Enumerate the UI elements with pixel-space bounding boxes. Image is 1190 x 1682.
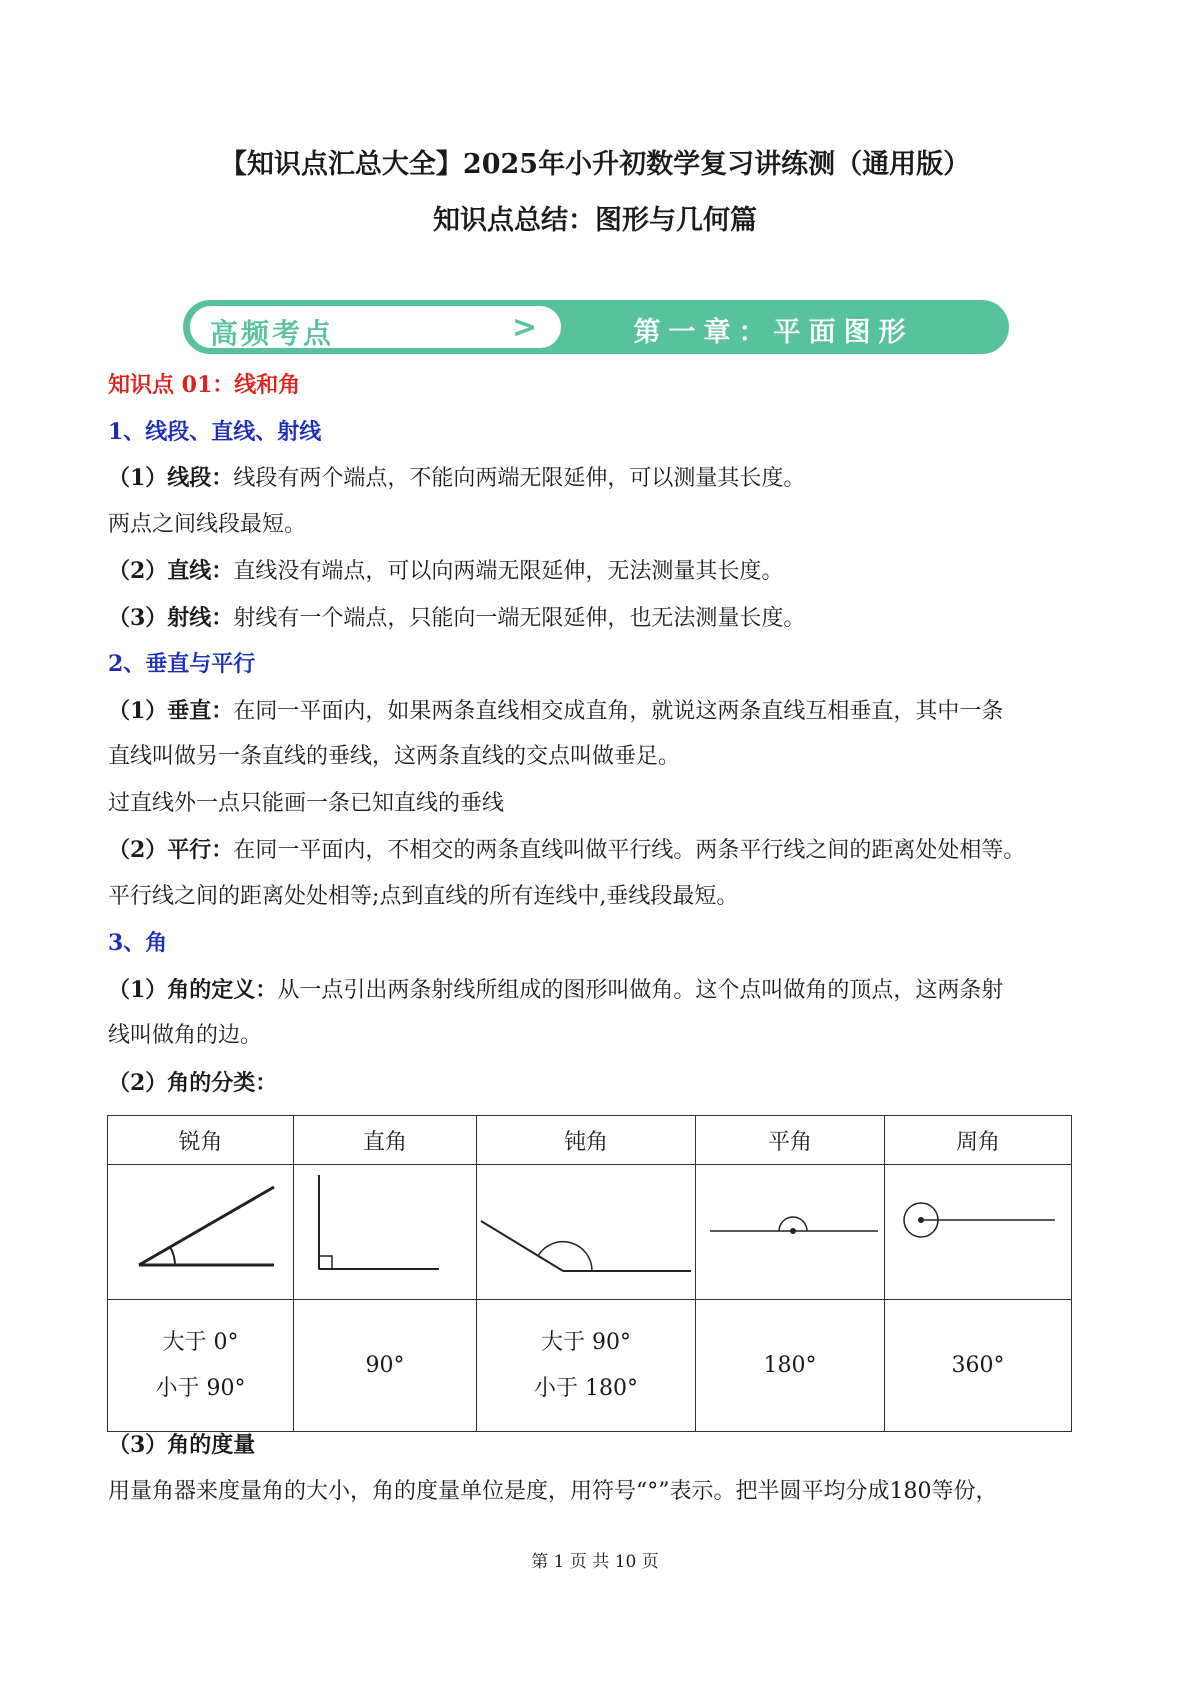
table-cell: 360° (885, 1300, 1072, 1432)
table-figure-row (108, 1165, 1072, 1300)
paragraph: 平行线之间的距离处处相等;点到直线的所有连线中,垂线段最短。 (108, 884, 739, 909)
paragraph: 线叫做角的边。 (108, 1023, 263, 1048)
term-text: 在同一平面内，如果两条直线相交成直角，就说这两条直线互相垂直，其中一条 (233, 699, 1004, 724)
table-cell: 180° (696, 1300, 885, 1432)
full-angle-figure (885, 1165, 1071, 1293)
obtuse-angle-figure (477, 1165, 695, 1293)
paragraph: 过直线外一点只能画一条已知直线的垂线 (108, 791, 505, 816)
term-text: 线段有两个端点，不能向两端无限延伸，可以测量其长度。 (233, 466, 806, 491)
paragraph (108, 696, 1003, 727)
document-subtitle: 知识点总结：图形与几何篇 (433, 205, 757, 236)
term-text: 射线有一个端点，只能向一端无限延伸，也无法测量长度。 (233, 606, 806, 631)
paragraph (108, 1068, 277, 1099)
term-label: （1）角的定义： (108, 977, 278, 1003)
paragraph: 直线叫做另一条直线的垂线，这两条直线的交点叫做垂足。 (108, 744, 681, 769)
table-cell: 90° (294, 1300, 477, 1432)
term-label: （3）角的度量 (108, 1432, 256, 1458)
table-cell: 大于 0° 小于 90° (108, 1300, 294, 1432)
paragraph: 用量角器来度量角的大小，角的度量单位是度，用符号“°”表示。把半圆平均分成180等份， (108, 1479, 998, 1504)
term-text: 从一点引出两条射线所组成的图形叫做角。这个点叫做角的顶点，这两条射 (277, 978, 1004, 1003)
paragraph (108, 556, 783, 587)
table-header-cell: 直角 (294, 1116, 477, 1165)
banner-label: 高频考点 (210, 317, 335, 350)
right-angle-figure (295, 1165, 475, 1293)
page-number-footer: 第 1 页 共 10 页 (531, 1552, 659, 1572)
term-text: 在同一平面内，不相交的两条直线叫做平行线。两条平行线之间的距离处处相等。 (233, 838, 1026, 863)
table-header-cell: 钝角 (477, 1116, 696, 1165)
term-label: （1）垂直： (108, 698, 234, 724)
table-cell (696, 1165, 885, 1300)
table-cell (108, 1165, 294, 1300)
table-cell (477, 1165, 696, 1300)
table-cell (294, 1165, 477, 1300)
table-header-cell: 平角 (696, 1116, 885, 1165)
angle-classification-table (107, 1115, 1072, 1432)
table-cell (885, 1165, 1072, 1300)
paragraph (108, 835, 1025, 866)
term-label: （2）角的分类： (108, 1070, 278, 1096)
paragraph (108, 975, 1003, 1006)
table-cell: 大于 90° 小于 180° (477, 1300, 696, 1432)
term-label: （3）射线： (108, 605, 234, 631)
document-title: 【知识点汇总大全】2025年小升初数学复习讲练测（通用版） (219, 149, 971, 180)
paragraph (108, 603, 805, 634)
knowledge-point-heading: 知识点 01：线和角 (108, 372, 301, 398)
table-header-cell: 锐角 (108, 1116, 294, 1165)
section-heading: 2、垂直与平行 (108, 651, 256, 677)
paragraph: 两点之间线段最短。 (108, 512, 307, 537)
table-header-cell: 周角 (885, 1116, 1072, 1165)
table-value-row (108, 1300, 1072, 1432)
chevron-right-icon: > (512, 310, 538, 345)
chapter-title: 第一章：平面图形 (633, 317, 914, 348)
section-heading: 1、线段、直线、射线 (108, 419, 322, 445)
term-label: （1）线段： (108, 465, 234, 491)
banner-label-pill (188, 304, 563, 350)
table-header-row (108, 1116, 1072, 1165)
section-heading: 3、角 (108, 930, 168, 956)
term-text: 直线没有端点，可以向两端无限延伸，无法测量其长度。 (233, 559, 784, 584)
paragraph (108, 463, 805, 494)
term-label: （2）平行： (108, 837, 234, 863)
term-label: （2）直线： (108, 558, 234, 584)
acute-angle-figure (111, 1165, 291, 1293)
paragraph (108, 1430, 255, 1461)
chapter-banner (183, 300, 1009, 354)
straight-angle-figure (696, 1165, 884, 1293)
